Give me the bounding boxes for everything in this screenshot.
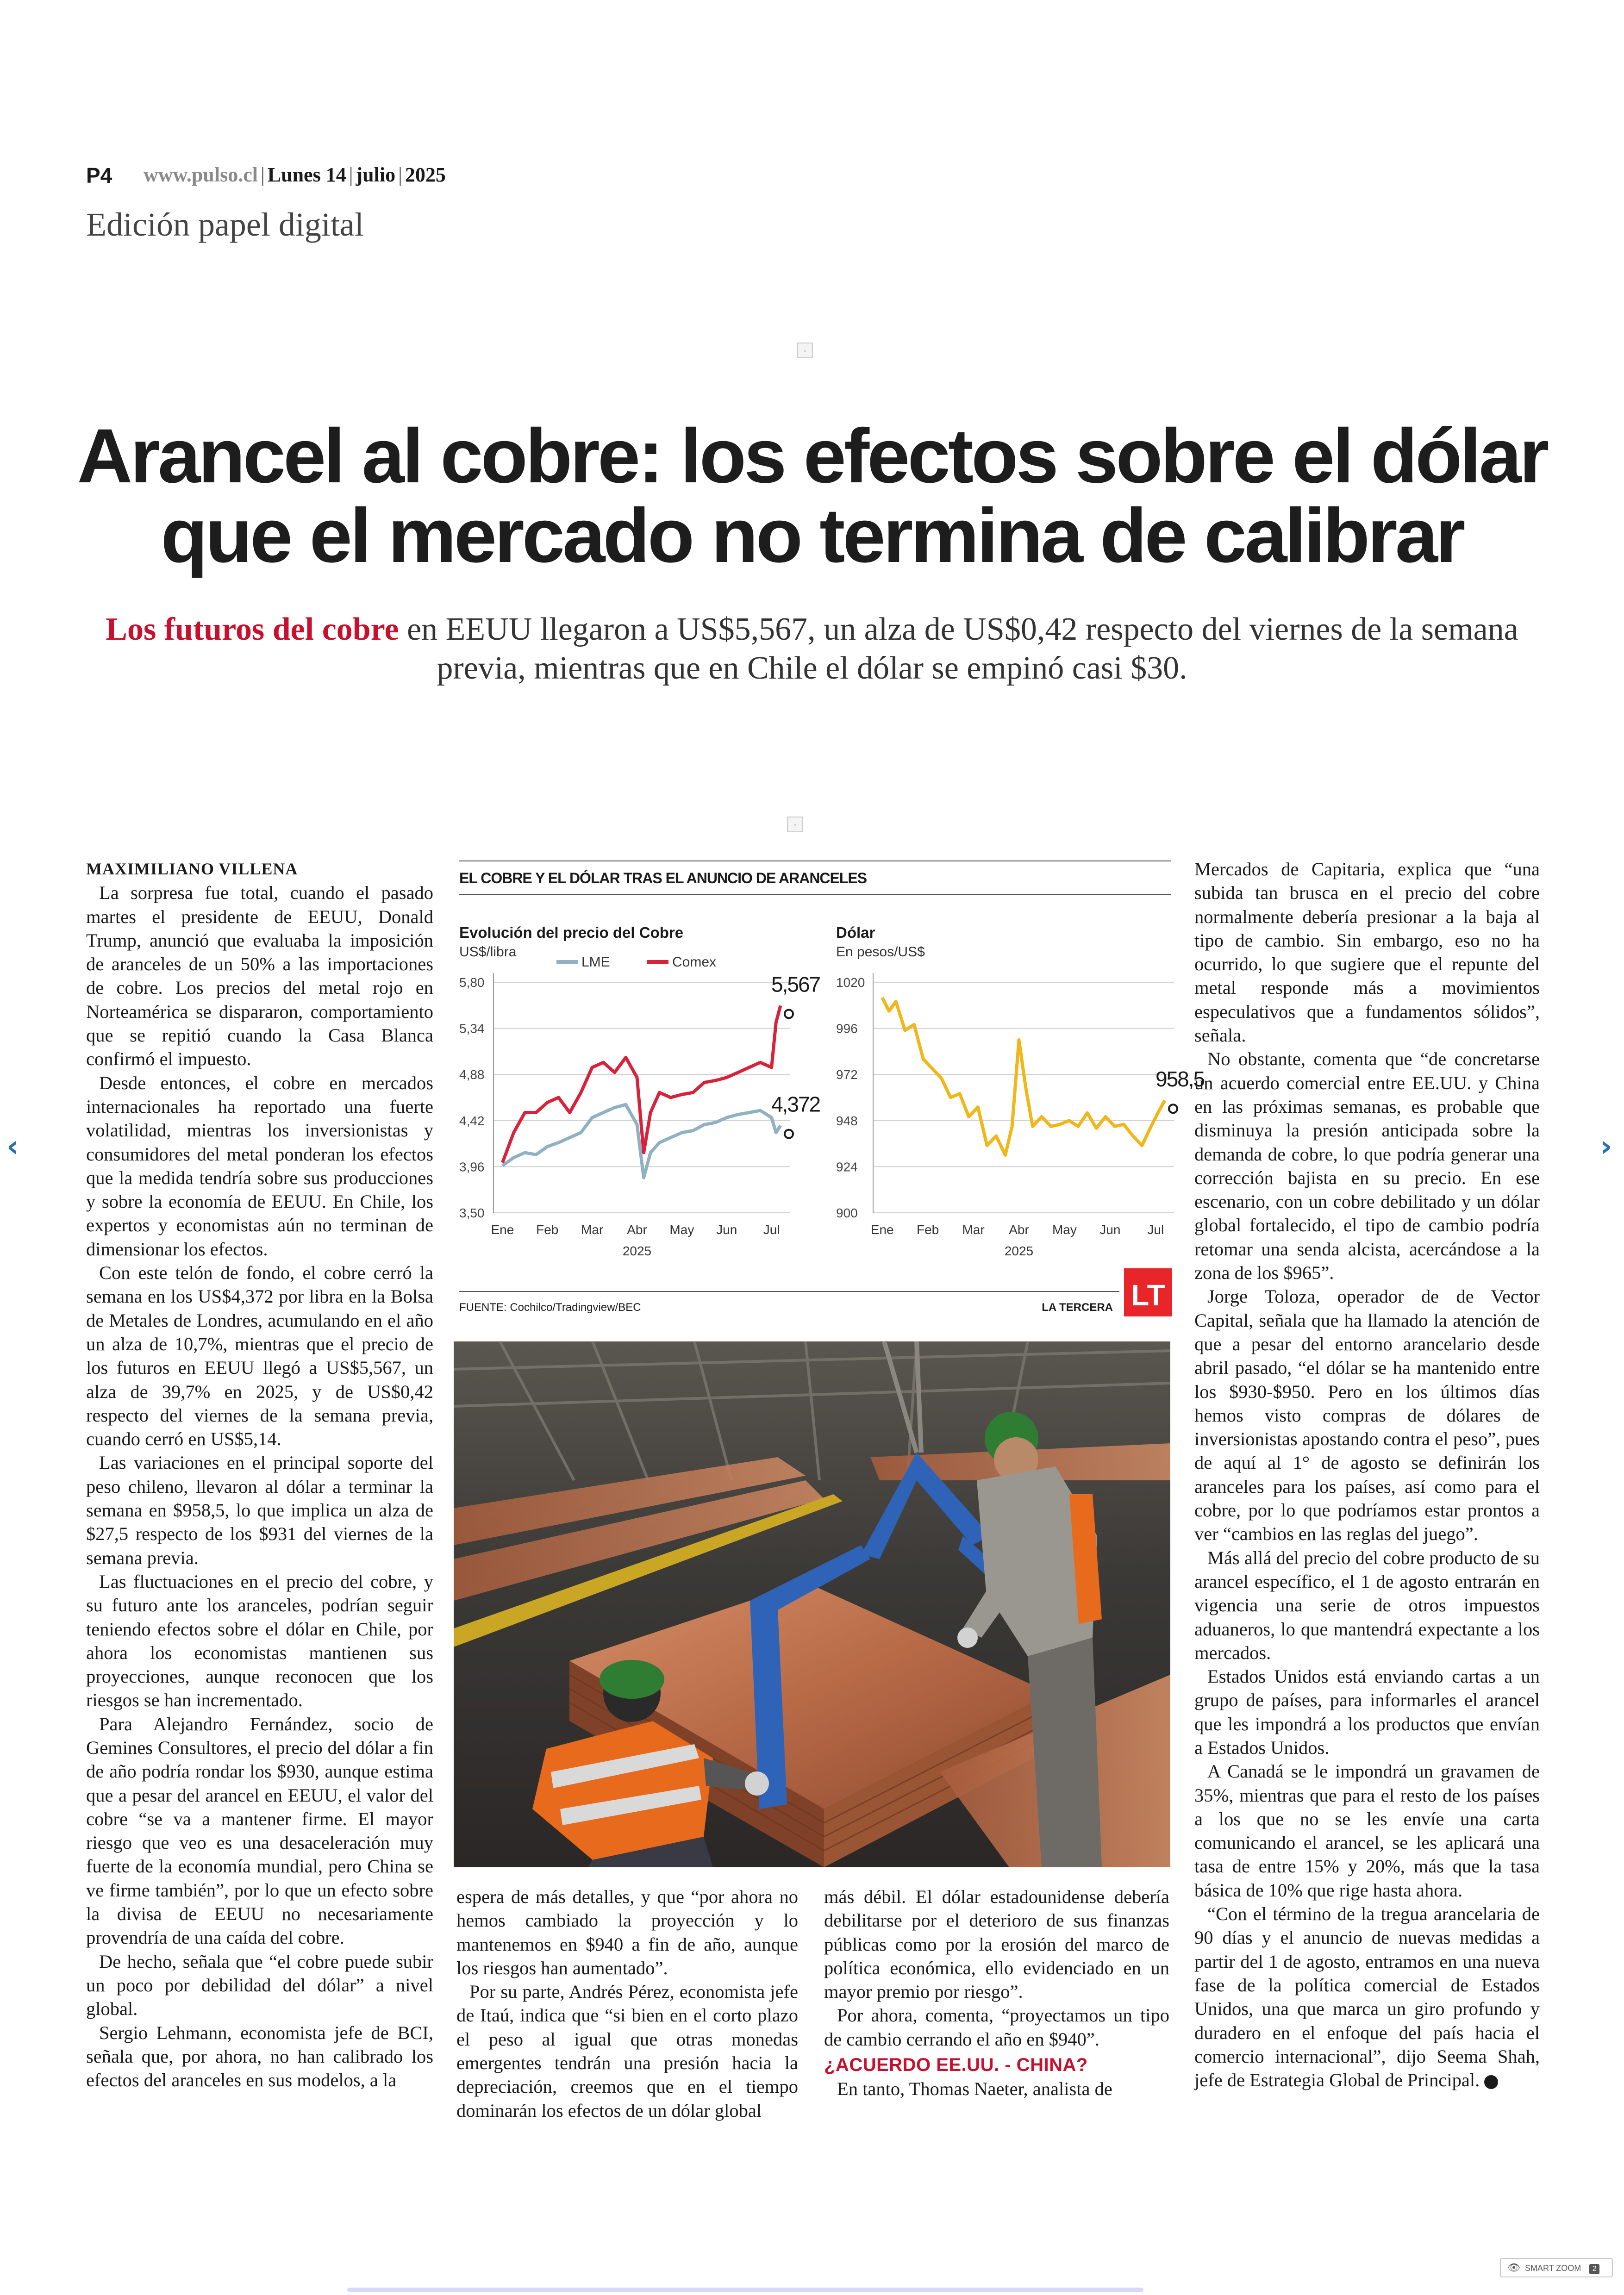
paragraph: espera de más detalles, y que “por ahora no hemos cambiado la proyección y lo mantenemos en $940 a fin de año, aunque los riesgos han aumentado”.	[456, 1886, 798, 1978]
x-tick-label: Mar	[962, 1222, 985, 1237]
article-column-1	[86, 857, 433, 2092]
x-tick-label: Mar	[581, 1222, 604, 1237]
subheadline	[79, 610, 1545, 688]
smart-zoom-button[interactable]	[1500, 2258, 1613, 2277]
copper-legend	[556, 954, 716, 970]
dollar-chart	[836, 924, 1205, 1258]
page-number: P4	[86, 163, 112, 187]
article-column-3	[824, 1885, 1169, 2101]
date-day: Lunes 14	[267, 163, 346, 186]
lt-logo-text: LT	[1131, 1278, 1165, 1312]
paragraph: Con este telón de fondo, el cobre cerró la semana en los US$4,372 por libra en la Bolsa de Metales de Londres, acumulando en el año un alza de 10,7%, mientras que el precio de los futuros en EEUU llegó a US$5,567, un alza de 39,7% en 2025, y de US$0,42 respecto del viernes de la semana previa, cuando cerró en US$5,14.	[86, 1262, 433, 1450]
date-year: 2025	[405, 163, 446, 186]
y-tick-label: 3,96	[459, 1160, 485, 1174]
legend-label-comex: Comex	[672, 954, 717, 970]
x-tick-label: Feb	[917, 1222, 939, 1237]
next-page-arrow-icon[interactable]: ›	[1600, 1129, 1612, 1164]
subhead-lead: Los futuros del cobre	[106, 611, 399, 647]
y-tick-label: 3,50	[459, 1206, 485, 1220]
y-tick-label: 4,42	[459, 1113, 485, 1128]
dollar-chart-ylabel: En pesos/US$	[836, 944, 925, 960]
x-tick-label: May	[669, 1222, 694, 1237]
infographic-title: EL COBRE Y EL DÓLAR TRAS EL ANUNCIO DE ARANCELES	[459, 870, 867, 886]
y-tick-label: 4,88	[459, 1067, 485, 1082]
endpoint-marker	[1169, 1104, 1177, 1113]
smart-zoom-label: SMART ZOOM	[1524, 2264, 1581, 2273]
y-tick-label: 5,34	[459, 1021, 485, 1036]
edition-label: Edición papel digital	[86, 206, 364, 243]
prev-page-arrow-icon[interactable]: ‹	[6, 1129, 19, 1164]
headline	[69, 413, 1555, 579]
x-tick-label: Ene	[870, 1222, 894, 1237]
paragraph: Las fluctuaciones en el precio del cobre, y su futuro ante los aranceles, podrían seguir teniendo efectos sobre el dólar en Chile, por ahora los economistas mantienen sus proyecciones, aunque reconocen que los riesgos se han incrementado.	[86, 1571, 433, 1711]
masthead: www.pulso.cl | Lunes 14 | julio | 2025	[144, 163, 446, 186]
copper-chart	[459, 924, 820, 1258]
infographic	[456, 861, 1205, 1319]
paragraph: Más allá del precio del cobre producto de su arancel específico, el 1 de agosto entrarán en vigencia una serie de otros impuestos aduaneros, lo que mantendrá expectante a los mercados.	[1194, 1547, 1540, 1663]
paragraph-text: “Con el término de la tregua arancelaria de 90 días y el anuncio de nuevas medidas a partir del 1 de agosto, entramos en una nueva fase de la política comercial de Estados Unidos, una que marca un giro profundo y duradero en el enfoque del país hacia el comercio internacional”, dijo Seema Shah, jefe de Estrategia Global de Principal.	[1194, 1903, 1540, 2091]
x-tick-label: Jun	[716, 1222, 737, 1237]
x-tick-label: Feb	[536, 1222, 559, 1237]
infographic-credit: LA TERCERA	[1042, 1301, 1113, 1314]
article-column-4	[1194, 857, 1540, 2092]
dollar-chart-title: Dólar	[836, 924, 875, 941]
y-tick-label: 1020	[836, 975, 865, 990]
paragraph: Para Alejandro Fernández, socio de Gemines Consultores, el precio del dólar a fin de año podría rondar los $930, aunque estima que a pesar del arancel en EEUU, el valor del cobre “se va a mantener firme. El mayor riesgo que veo es una desaceleración muy fuerte de la economía mundial, pero China se ve firme también”, por lo que un efecto sobre la divisa de EEUU no necesariamente provendría de una caída del cobre.	[86, 1713, 433, 1948]
x-tick-label: Abr	[1009, 1222, 1029, 1237]
charts-svg	[456, 861, 1205, 1319]
y-tick-label: 924	[836, 1160, 858, 1174]
x-tick-label: Jul	[1147, 1222, 1164, 1237]
paragraph: Por su parte, Andrés Pérez, economista jefe de Itaú, indica que “si bien en el corto plazo el peso al igual que otras monedas emergentes tendrán una presión hacia la depreciación, creemos que en el tiempo dominarán los efectos de un dólar global	[456, 1981, 798, 2121]
copper-chart-title: Evolución del precio del Cobre	[459, 924, 684, 941]
paragraph: En tanto, Thomas Naeter, analista de	[837, 2078, 1112, 2100]
data-label: 4,372	[771, 1092, 820, 1116]
legend-label-lme: LME	[581, 954, 610, 970]
data-label: 5,567	[771, 972, 820, 997]
paragraph: La sorpresa fue total, cuando el pasado martes el presidente de EEUU, Donald Trump, anunció que evaluaba la imposición de aranceles de un 50% a las importaciones de cobre. Los precios del metal rojo en Norteamérica se dispararon, comportamiento que se repitió cuando la Casa Blanca confirmó el impuesto.	[86, 882, 433, 1070]
y-tick-label: 948	[836, 1113, 858, 1128]
x-axis-year: 2025	[622, 1244, 652, 1258]
paragraph: Sergio Lehmann, economista jefe de BCI, señala que, por ahora, no han calibrado los efectos del aranceles en sus modelos, a la	[86, 2022, 433, 2091]
endpoint-marker	[785, 1130, 793, 1138]
y-tick-label: 996	[836, 1021, 858, 1036]
paragraph: A Canadá se le impondrá un gravamen de 35%, mientras que para el resto de los países a los que no se les envíe una carta comunicando el arancel, se les aplicará una tasa de entre 15% y 20%, más que la tasa básica de 10% que rige hasta ahora.	[1194, 1761, 1540, 1901]
paragraph: No obstante, comenta que “de concretarse un acuerdo comercial entre EE.UU. y China en las próximas semanas, es probable que disminuya la presión anticipada sobre la demanda de cobre, lo que podría generar una corrección bajista en su precio. En ese escenario, con un cobre debilitado y un dólar global fortalecido, el tipo de cambio podría retomar una senda alcista, acercándose a la zona de los $965”.	[1194, 1048, 1540, 1284]
site-url[interactable]: www.pulso.cl	[144, 163, 258, 186]
paragraph: más débil. El dólar estadounidense debería debilitarse por el deterioro de sus finanzas públicas como por la erosión del marco de política económica, ello evidenciado en un mayor premio por riesgo”.	[824, 1886, 1169, 2002]
horizontal-scrollbar[interactable]	[347, 2288, 1143, 2292]
subhead-text: en EEUU llegaron a US$5,567, un alza de US$0,42 respecto del viernes de la semana previa, mientras que en Chile el dólar se empinó casi $30.	[399, 611, 1518, 686]
x-tick-label: Jun	[1099, 1222, 1121, 1237]
x-axis-year: 2025	[1004, 1244, 1034, 1258]
headline-line-2: que el mercado no termina de calibrar	[161, 493, 1463, 579]
x-tick-label: Jul	[763, 1222, 780, 1237]
y-tick-label: 5,80	[459, 975, 485, 990]
y-tick-label: 900	[836, 1206, 858, 1220]
paragraph: Por ahora, comenta, “proyectamos un tipo de cambio cerrando el año en $940”.	[824, 2005, 1169, 2050]
marker-icon: ▫	[797, 343, 813, 358]
copper-chart-ylabel: US$/libra	[459, 944, 517, 960]
paragraph: Jorge Toloza, operador de de Vector Capital, señala que ha llamado la atención de que a pesar del entorno arancelario desde abril pasado, “el dólar se ha mantenido entre los $930-$950. Pero en los últimos días hemos visto compras de dólares de inversionistas apostando contra el peso”, pues de aquí al 1° de agosto se definirán los aranceles para los países, así como para el cobre, por lo que podríamos estar prontos a ver “cambios en las reglas del juego”.	[1194, 1286, 1540, 1545]
date-month: julio	[356, 163, 396, 186]
marker-icon: ▫	[787, 817, 803, 832]
article-column-2	[456, 1885, 798, 2122]
section-heading: ¿ACUERDO EE.UU. - CHINA?	[824, 2055, 1088, 2076]
series-line-comex	[502, 1005, 781, 1162]
headline-line-1: Arancel al cobre: los efectos sobre el dólar	[77, 413, 1547, 499]
paragraph	[1194, 1902, 1540, 2092]
end-mark-icon: P	[1484, 2075, 1498, 2089]
paragraph: Estados Unidos está enviando cartas a un grupo de países, para informarles el arancel que les impondrá a los productos que envían a Estados Unidos.	[1194, 1666, 1540, 1758]
copper-cathodes-photo	[454, 1341, 1170, 1867]
paragraph: Desde entonces, el cobre en mercados internacionales ha reportado una fuerte volatilidad, mientras los inversionistas y consumidores del metal ponderan los efectos que la medida tendría sobre sus producciones y sobre la economía de EEUU. En Chile, los expertos y economistas aún no terminan de dimensionar los efectos.	[86, 1072, 433, 1260]
eye-icon: 👁	[1507, 2262, 1520, 2273]
byline: MAXIMILIANO VILLENA	[86, 860, 298, 878]
data-label: 958,5	[1156, 1067, 1205, 1091]
zoom-page-number: 2	[1589, 2264, 1599, 2274]
paragraph: De hecho, señala que “el cobre puede subir un poco por debilidad del dólar” a nivel global.	[86, 1951, 433, 2020]
x-tick-label: Abr	[627, 1222, 647, 1237]
x-tick-label: May	[1052, 1222, 1077, 1237]
x-tick-label: Ene	[491, 1222, 514, 1237]
series-line-dólar	[882, 998, 1165, 1155]
infographic-source: FUENTE: Cochilco/Tradingview/BEC	[459, 1301, 641, 1314]
paragraph: Mercados de Capitaria, explica que “una subida tan brusca en el precio del cobre normalmente debería presionar a la baja al tipo de cambio. Sin embargo, eso no ha ocurrido, lo que sugiere que el repunte del metal responde más a movimientos especulativos que a fundamentos sólidos”, señala.	[1194, 859, 1540, 1046]
paragraph: Las variaciones en el principal soporte del peso chileno, llevaron al dólar a terminar la semana en $958,5, lo que implica un alza de $27,5 respecto de los $931 del viernes de la semana previa.	[86, 1452, 433, 1568]
y-tick-label: 972	[836, 1067, 858, 1082]
endpoint-marker	[785, 1010, 793, 1018]
